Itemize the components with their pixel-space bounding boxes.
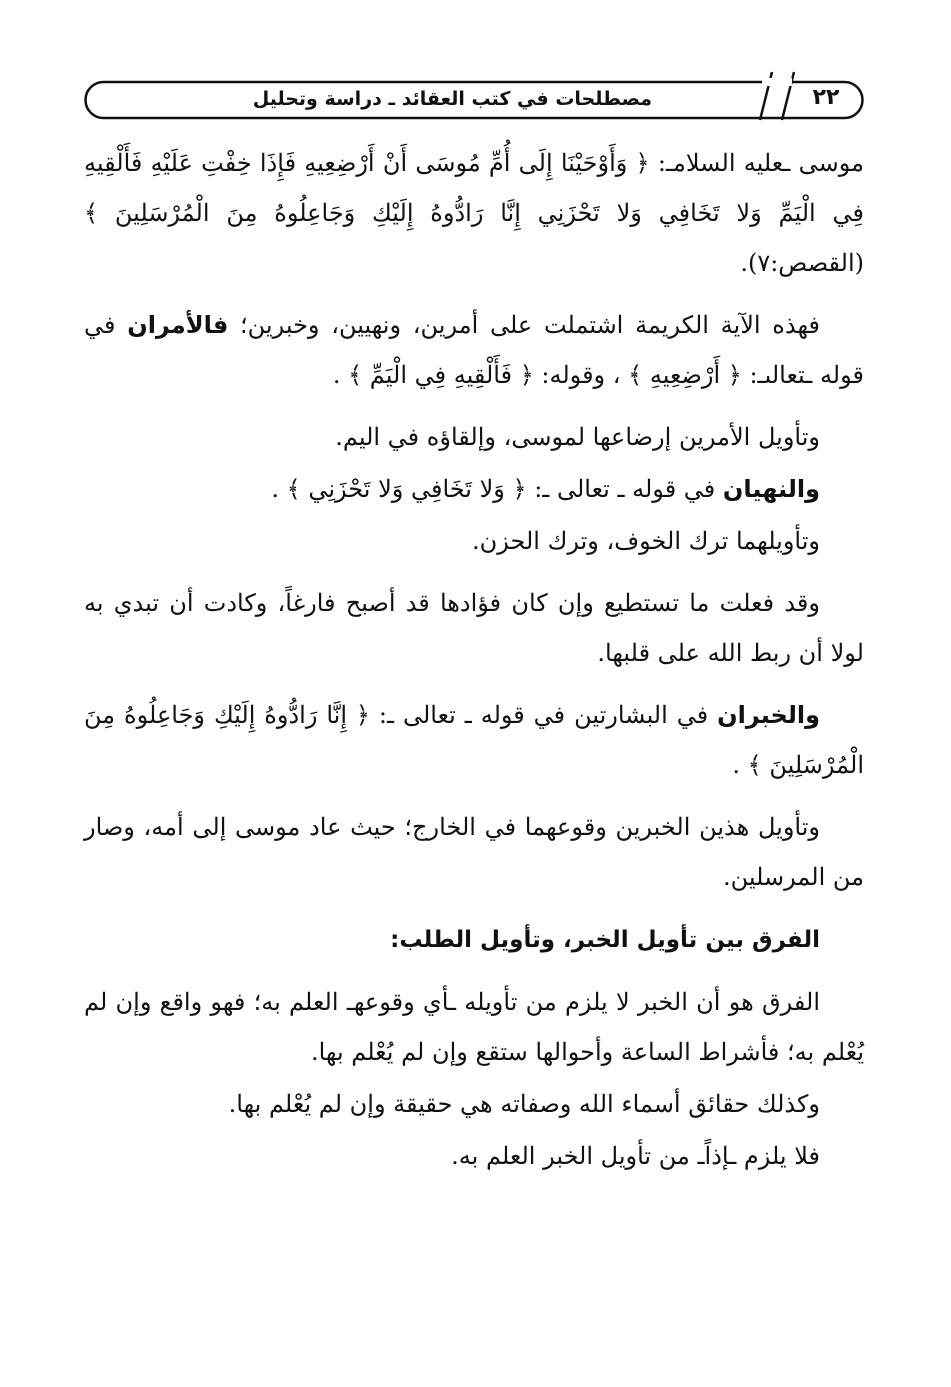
paragraph-difference <box>84 977 864 1077</box>
paragraph-text: وتأويلهما ترك الخوف، وترك الحزن. <box>471 527 820 555</box>
paragraph-text: وكذلك حقائق أسماء الله وصفاته هي حقيقة وإن لم يُعْلم بها. <box>228 1090 820 1118</box>
paragraph-names-attributes <box>84 1079 864 1129</box>
bold-term: والنهيان <box>722 475 820 503</box>
paragraph-text: في البشارتين في قوله ـ تعالى ـ: ﴿ إِنَّا رَادُّوهُ إِلَيْكِ وَجَاعِلُوهُ مِنَ الْمُرْسَلِينَ ﴾ . <box>84 701 864 779</box>
paragraph-conclusion <box>84 1131 864 1181</box>
paragraph-commands-interpretation <box>84 412 864 462</box>
heading-text: الفرق بين تأويل الخبر، وتأويل الطلب: <box>390 927 820 953</box>
running-header-title: مصطلحات في كتب العقائد ـ دراسة وتحليل <box>252 88 652 110</box>
page-number: ٢٢ <box>812 85 840 110</box>
paragraph-quran-verse <box>84 138 864 288</box>
section-heading <box>84 914 864 965</box>
paragraph-text: فلا يلزم ـإذاًـ من تأويل الخبر العلم به. <box>451 1142 820 1170</box>
bold-term: فالأمران <box>127 311 229 339</box>
paragraph-prohibitions <box>84 464 864 514</box>
running-header <box>84 70 864 122</box>
paragraph-news-interpretation <box>84 802 864 902</box>
paragraph-text: في قوله ـ تعالى ـ: ﴿ وَلا تَخَافِي وَلا تَحْزَنِي ﴾ . <box>271 475 723 503</box>
bold-term: والخبران <box>717 701 820 729</box>
paragraph-commands <box>84 300 864 400</box>
paragraph-text: وتأويل الأمرين إرضاعها لموسى، وإلقاؤه في اليم. <box>335 423 820 451</box>
paragraph-text: الفرق هو أن الخبر لا يلزم من تأويله ـأي وقوعهـ العلم به؛ فهو واقع وإن لم يُعْلم به؛ فأشراط الساعة وأحوالها ستقع وإن لم يُعْلم بها. <box>84 988 864 1066</box>
paragraph-prohibitions-interpretation <box>84 516 864 566</box>
paragraph-heart <box>84 578 864 678</box>
paragraph-text: وقد فعلت ما تستطيع وإن كان فؤادها قد أصبح فارغاً، وكادت أن تبدي به لولا أن ربط الله على قلبها. <box>84 589 864 667</box>
paragraph-text: وتأويل هذين الخبرين وقوعهما في الخارج؛ حيث عاد موسى إلى أمه، وصار من المرسلين. <box>84 813 864 891</box>
paragraph-text: فهذه الآية الكريمة اشتملت على أمرين، ونهيين، وخبرين؛ <box>228 311 821 339</box>
paragraph-text: موسى ـعليه السلامـ: ﴿ وَأَوْحَيْنَا إِلَى أُمِّ مُوسَى أَنْ أَرْضِعِيهِ فَإِذَا خِفْتِ عَلَيْهِ فَأَلْقِيهِ فِي الْيَمِّ وَلا تَخَافِي وَلا تَحْزَنِي إِنَّا رَادُّوهُ إِلَيْكِ وَجَاعِلُوهُ مِنَ الْمُرْسَلِينَ ﴾ (القصص:٧). <box>84 149 864 277</box>
page-body <box>84 138 864 1193</box>
paragraph-text: في قوله ـتعالىـ: ﴿ أَرْضِعِيهِ ﴾ ، وقوله: ﴿ فَأَلْقِيهِ فِي الْيَمِّ ﴾ . <box>84 311 864 389</box>
paragraph-news <box>84 690 864 790</box>
